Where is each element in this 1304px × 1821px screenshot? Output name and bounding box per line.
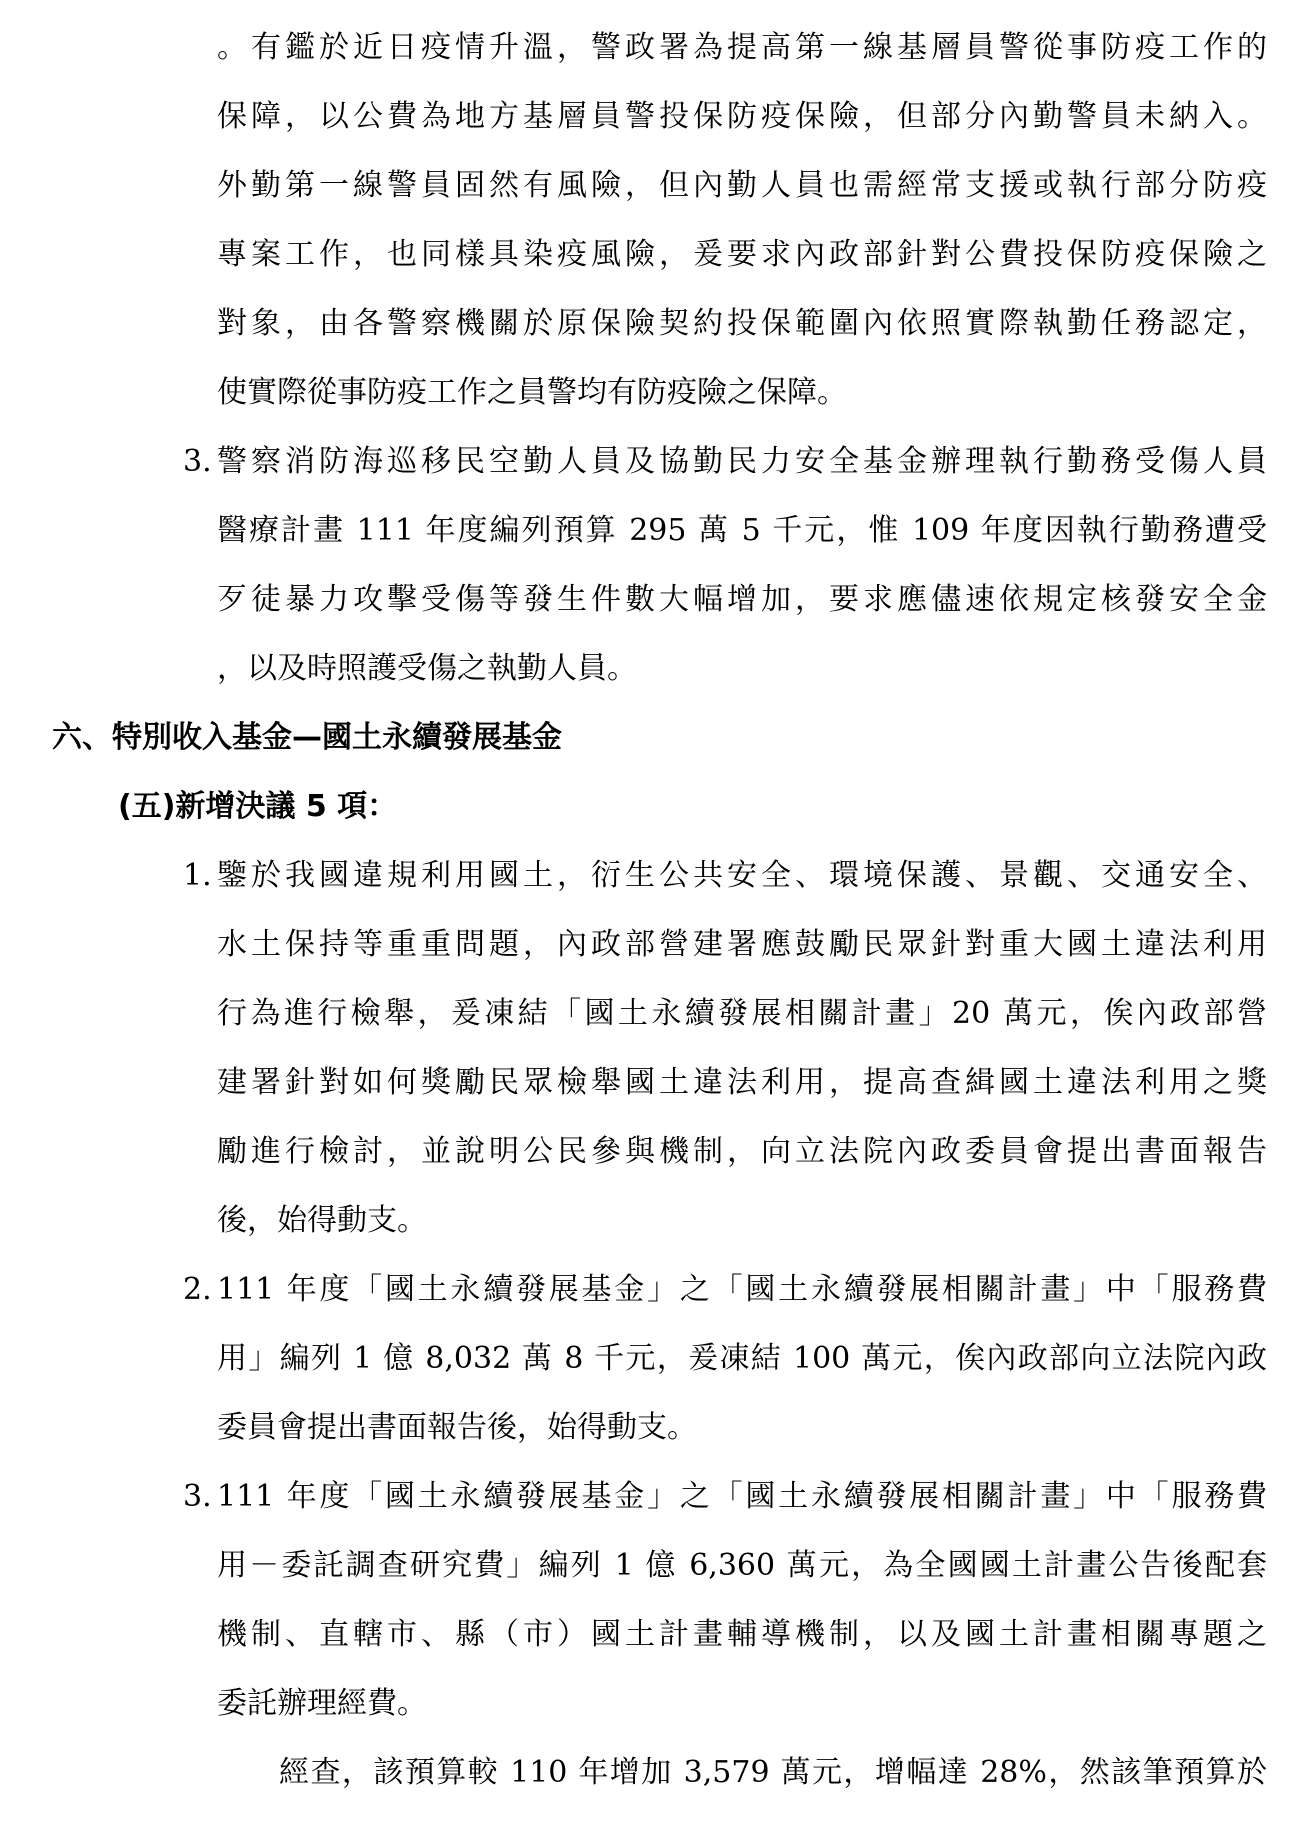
item-line: ，以及時照護受傷之執勤人員。	[217, 651, 637, 686]
paragraph-line: 專案工作，也同樣具染疫風險，爰要求內政部針對公費投保防疫保險之	[217, 237, 1267, 272]
paragraph-line: 保障，以公費為地方基層員警投保防疫保險，但部分內勤警員未納入。	[217, 99, 1267, 134]
item-line: 醫療計畫 111 年度編列預算 295 萬 5 千元，惟 109 年度因執行勤務遭受	[217, 513, 1267, 548]
item-number: 3.	[183, 1479, 212, 1514]
paragraph-line: 外勤第一線警員固然有風險，但內勤人員也需經常支援或執行部分防疫	[217, 168, 1267, 203]
item-line: 建署針對如何獎勵民眾檢舉國土違法利用，提高查緝國土違法利用之獎	[217, 1065, 1267, 1100]
paragraph-line: 經查，該預算較 110 年增加 3,579 萬元，增幅達 28%，然該筆預算於	[279, 1755, 1267, 1790]
item-line: 警察消防海巡移民空勤人員及協勤民力安全基金辦理執行勤務受傷人員	[217, 444, 1267, 479]
subsection-heading: (五)新增決議 5 項：	[118, 789, 398, 824]
item-line: 用－委託調查研究費」編列 1 億 6,360 萬元，為全國國土計畫公告後配套	[217, 1548, 1267, 1583]
item-number: 3.	[183, 444, 212, 479]
item-line: 勵進行檢討，並說明公民參與機制，向立法院內政委員會提出書面報告	[217, 1134, 1267, 1169]
item-line: 歹徒暴力攻擊受傷等發生件數大幅增加，要求應儘速依規定核發安全金	[217, 582, 1267, 617]
paragraph-line: 對象，由各警察機關於原保險契約投保範圍內依照實際執勤任務認定，	[217, 306, 1267, 341]
item-line: 111 年度「國土永續發展基金」之「國土永續發展相關計畫」中「服務費	[217, 1479, 1267, 1514]
item-number: 1.	[183, 858, 212, 893]
item-line: 鑒於我國違規利用國土，衍生公共安全、環境保護、景觀、交通安全、	[217, 858, 1267, 893]
section-heading: 六、特別收入基金—國土永續發展基金	[52, 720, 562, 755]
item-line: 機制、直轄市、縣（市）國土計畫輔導機制，以及國土計畫相關專題之	[217, 1617, 1267, 1652]
item-number: 2.	[183, 1272, 212, 1307]
paragraph-line: 使實際從事防疫工作之員警均有防疫險之保障。	[217, 375, 847, 410]
item-line: 後，始得動支。	[217, 1203, 427, 1238]
item-line: 111 年度「國土永續發展基金」之「國土永續發展相關計畫」中「服務費	[217, 1272, 1267, 1307]
item-line: 行為進行檢舉，爰凍結「國土永續發展相關計畫」20 萬元，俟內政部營	[217, 996, 1267, 1031]
item-line: 用」編列 1 億 8,032 萬 8 千元，爰凍結 100 萬元，俟內政部向立法院內政	[217, 1341, 1267, 1376]
item-line: 水土保持等重重問題，內政部營建署應鼓勵民眾針對重大國土違法利用	[217, 927, 1267, 962]
item-line: 委託辦理經費。	[217, 1686, 427, 1721]
paragraph-line: 。有鑑於近日疫情升溫，警政署為提高第一線基層員警從事防疫工作的	[217, 30, 1267, 65]
item-line: 委員會提出書面報告後，始得動支。	[217, 1410, 697, 1445]
